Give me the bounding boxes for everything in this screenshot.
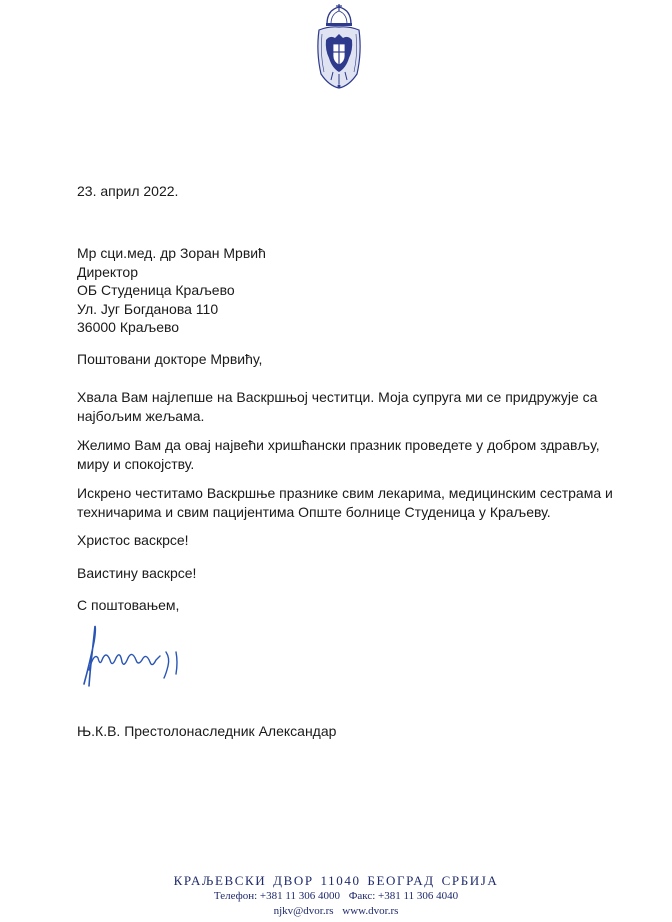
salutation: Поштовани докторе Мрвићу, xyxy=(77,351,263,367)
recipient-organization: ОБ Студеница Краљево xyxy=(77,282,235,298)
closing-line-1: Христос васкрсе! xyxy=(77,532,189,548)
footer-address: КРАЉЕВСКИ ДВОР 11040 БЕОГРАД СРБИЈА xyxy=(173,873,499,888)
signer-name: Њ.К.В. Престолонаследник Александар xyxy=(77,723,337,739)
recipient-title: Директор xyxy=(77,263,138,280)
footer-contact-line xyxy=(0,889,672,904)
royal-crest-icon xyxy=(313,2,365,90)
body-paragraph-3: Искрено честитамо Васкршње празнике свим лекарима, медицинским сестрама и техничарима и свим пацијентима Опште болнице Студеница у Краљеву. xyxy=(77,485,613,520)
recipient-address xyxy=(77,244,266,337)
recipient-name: Мр сци.мед. др Зоран Мрвић xyxy=(77,245,266,261)
footer-website[interactable]: www.dvor.rs xyxy=(342,905,399,917)
recipient-city: 36000 Краљево xyxy=(77,319,180,335)
closing-line-3: С поштовањем, xyxy=(77,597,180,613)
footer-email[interactable]: njkv@dvor.rs xyxy=(273,905,334,917)
letter-date: 23. април 2022. xyxy=(77,183,179,199)
body-paragraph-1: Хвала Вам најлепше на Васкршњој честитци. Моја супруга ми се придружује са најбољим жељама. xyxy=(77,389,598,424)
footer-web-line xyxy=(0,904,672,919)
handwritten-signature xyxy=(80,622,200,694)
closing-line-2: Ваистину васкрсе! xyxy=(77,565,197,581)
footer-fax: Факс: +381 11 306 4040 xyxy=(348,890,459,902)
body-paragraph-2: Желимо Вам да овај највећи хришћански празник проведете у добром здрављу, миру и спокојству. xyxy=(77,437,600,472)
footer-phone: Телефон: +381 11 306 4000 xyxy=(213,890,340,902)
letterhead-footer xyxy=(0,872,672,919)
recipient-street: Ул. Југ Богданова 110 xyxy=(77,300,219,317)
